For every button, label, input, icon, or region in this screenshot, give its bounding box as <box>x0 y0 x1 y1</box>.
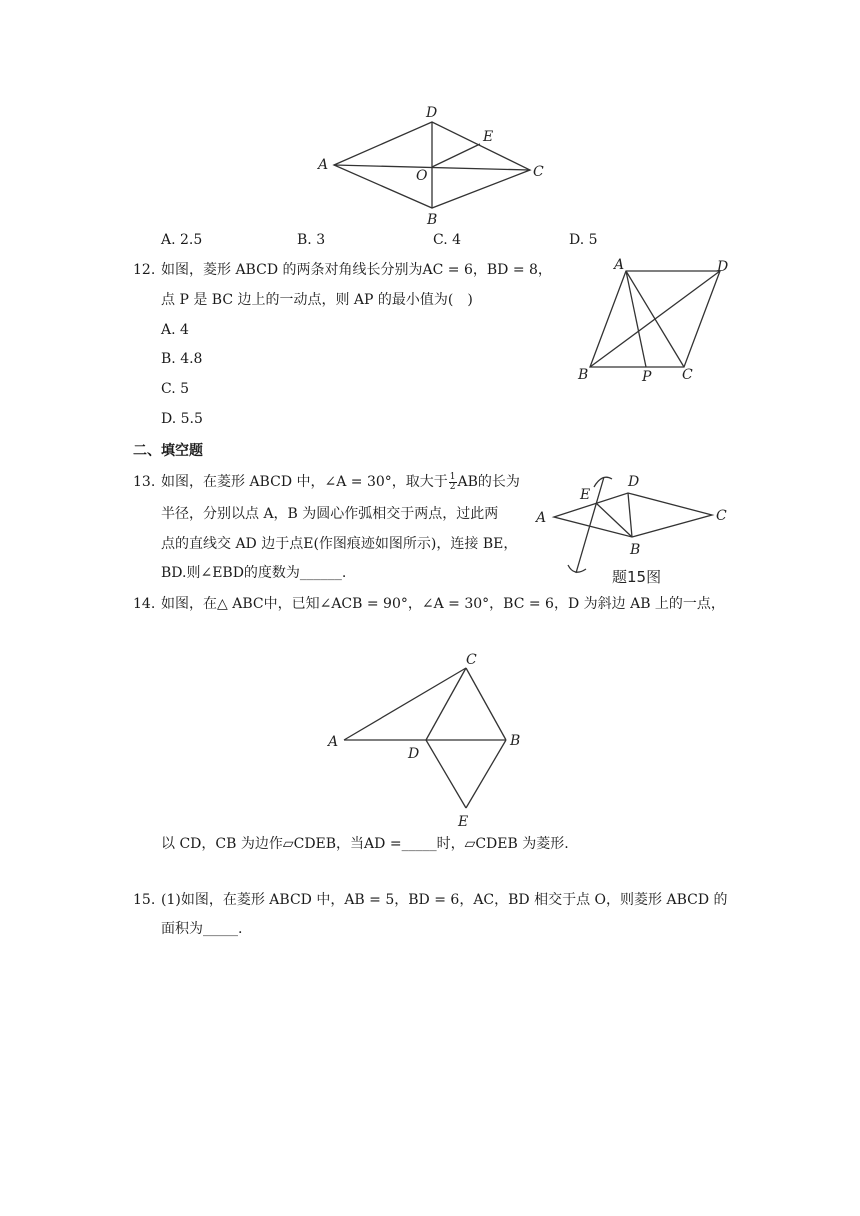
segment-oe <box>432 144 480 167</box>
label-d: D <box>408 746 420 762</box>
q11-option-b[interactable]: B. 3 <box>297 232 326 248</box>
label-c: C <box>716 508 727 524</box>
q13-line-1 <box>161 472 520 492</box>
label-a: A <box>614 257 625 273</box>
segment-cb <box>466 668 506 740</box>
q13-line-3: 点的直线交 AD 边于点E(作图痕迹如图所示)，连接 BE， <box>161 536 518 552</box>
q13-line-1b: AB的长为 <box>457 474 520 490</box>
q11-option-c[interactable]: C. 4 <box>433 232 462 248</box>
fraction-numerator: 1 <box>449 471 456 482</box>
q14-line-2: 以 CD，CB 为边作▱CDEB，当AD =_____时，▱CDEB 为菱形. <box>161 836 569 852</box>
q13-line-1a: 如图，在菱形 ABCD 中，∠A = 30°，取大于 <box>161 474 448 490</box>
label-e: E <box>458 814 469 830</box>
q12-line-2: 点 P 是 BC 边上的一动点，则 AP 的最小值为( ) <box>161 292 473 308</box>
label-e: E <box>580 487 591 503</box>
rhombus-outline <box>554 493 712 537</box>
q12-option-b[interactable]: B. 4.8 <box>161 351 203 367</box>
label-c: C <box>533 164 544 180</box>
q12-line-1: 如图，菱形 ABCD 的两条对角线长分别为AC = 6，BD = 8， <box>161 262 552 278</box>
label-o: O <box>416 168 428 184</box>
fraction <box>449 473 457 492</box>
q11-option-a[interactable]: A. 2.5 <box>161 232 203 248</box>
label-b: B <box>510 733 521 749</box>
label-a: A <box>318 157 329 173</box>
q14-line-1: 如图，在△ ABC中，已知∠ACB = 90°，∠A = 30°，BC = 6，D 为斜边 AB 上的一点， <box>161 596 725 612</box>
label-d: D <box>717 259 729 275</box>
segment-ac <box>344 668 466 740</box>
label-b: B <box>427 212 438 228</box>
q14-triangle-figure <box>320 648 540 833</box>
segment-de <box>426 740 466 808</box>
q15-line-2: 面积为_____. <box>161 921 243 937</box>
section-title: 二、填空题 <box>133 443 203 459</box>
label-a: A <box>328 734 339 750</box>
diagonal-bd <box>590 271 720 367</box>
q12-option-a[interactable]: A. 4 <box>161 322 189 338</box>
label-b: B <box>630 542 641 558</box>
q11-rhombus-figure <box>310 100 550 230</box>
segment-bd <box>628 493 632 537</box>
segment-ap <box>626 271 646 367</box>
label-c: C <box>682 367 693 383</box>
label-p: P <box>642 369 652 385</box>
q13-line-4: BD.则∠EBD的度数为______. <box>161 565 347 581</box>
q13-number: 13. <box>133 474 156 490</box>
q15-line-1: (1)如图，在菱形 ABCD 中，AB = 5，BD = 6，AC，BD 相交于点 O，则菱形 ABCD 的 <box>161 892 728 908</box>
q13-line-2: 半径，分别以点 A，B 为圆心作弧相交于两点，过此两 <box>161 506 499 522</box>
label-d: D <box>628 474 640 490</box>
label-b: B <box>578 367 589 383</box>
fraction-denominator: 2 <box>449 481 456 492</box>
q14-number: 14. <box>133 596 156 612</box>
figure-caption: 题15图 <box>612 568 662 586</box>
q11-option-d[interactable]: D. 5 <box>569 232 598 248</box>
q12-rhombus-figure <box>570 255 740 390</box>
label-a: A <box>536 510 547 526</box>
q15-number: 15. <box>133 892 156 908</box>
q13-rhombus-figure <box>530 465 740 590</box>
segment-cd <box>426 668 466 740</box>
segment-eb <box>466 740 506 808</box>
q12-option-d[interactable]: D. 5.5 <box>161 411 203 427</box>
q12-option-c[interactable]: C. 5 <box>161 381 190 397</box>
label-c: C <box>466 652 477 668</box>
label-d: D <box>426 105 438 121</box>
q12-number: 12. <box>133 262 156 278</box>
label-e: E <box>483 129 494 145</box>
